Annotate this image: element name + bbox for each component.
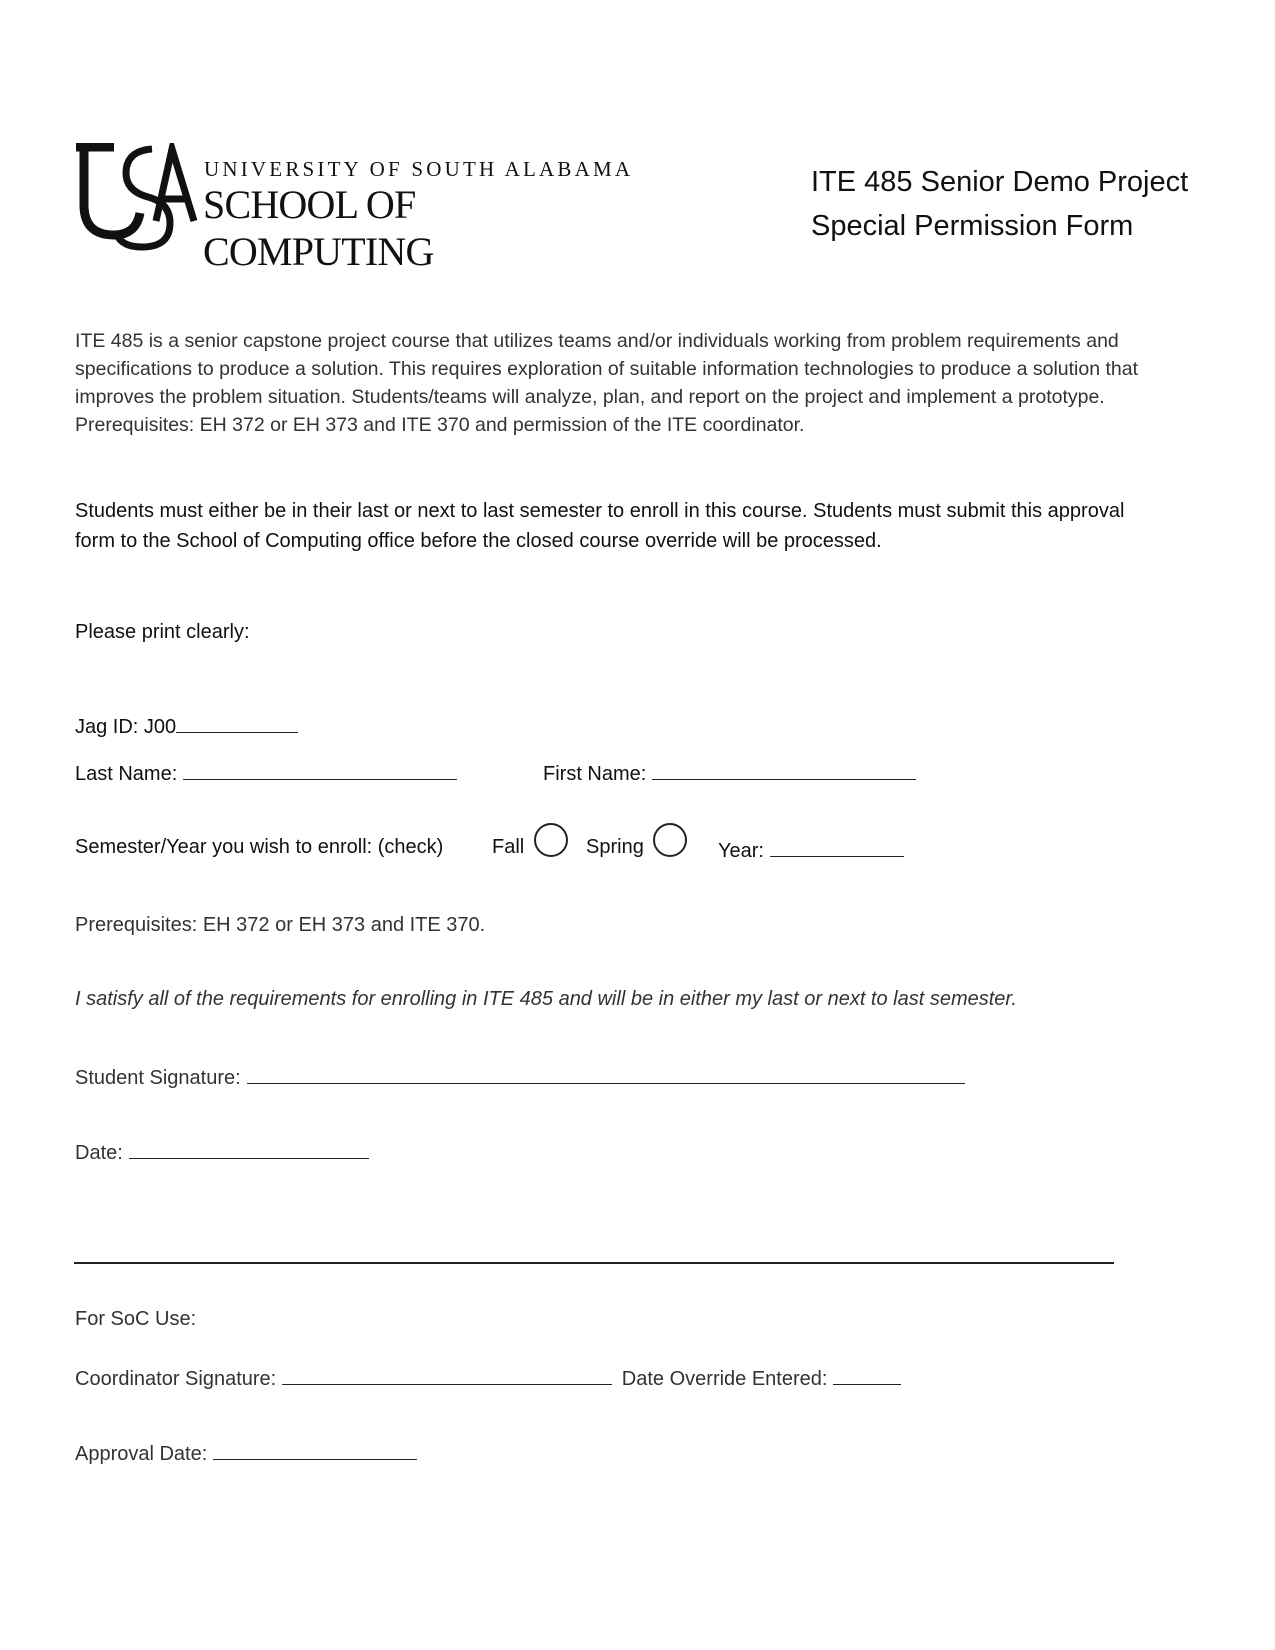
- form-title-line2: Special Permission Form: [811, 210, 1134, 242]
- eligibility-statement: I satisfy all of the requirements for enrolling in ITE 485 and will be in either my last or next to last semester.: [75, 988, 1017, 1010]
- coordinator-signature-label: Coordinator Signature:: [75, 1368, 277, 1390]
- approval-date-row: [75, 1439, 417, 1466]
- semester-label: Semester/Year you wish to enroll: (check): [75, 836, 444, 858]
- first-name-row: [543, 759, 916, 786]
- form-title: [811, 160, 1188, 248]
- office-use-heading: For SoC Use:: [75, 1308, 197, 1330]
- first-name-field[interactable]: [652, 759, 916, 780]
- last-name-label: Last Name:: [75, 763, 178, 785]
- spring-checkbox[interactable]: [653, 823, 687, 857]
- approval-date-field[interactable]: [213, 1439, 417, 1460]
- date-override-field[interactable]: [833, 1364, 901, 1385]
- last-name-row: [75, 759, 457, 786]
- year-row: [718, 836, 904, 863]
- jag-id-field[interactable]: [176, 712, 298, 733]
- year-field[interactable]: [770, 836, 904, 857]
- course-description: ITE 485 is a senior capstone project course that utilizes teams and/or individuals working from problem requirements and specifications to produce a solution. This requires exploration of suitable information technologies to produce a solution that improves the problem situation. Students/teams will analyze, plan, and report on the project and implement a prototype. Prerequisites: EH 372 or EH 373 and ITE 370 and permission of the ITE coordinator.: [75, 330, 1139, 436]
- section-divider: [74, 1262, 1114, 1264]
- prerequisites-text: Prerequisites: EH 372 or EH 373 and ITE 370.: [75, 914, 486, 936]
- date-override-label: Date Override Entered:: [621, 1368, 828, 1390]
- coordinator-signature-row: [75, 1364, 901, 1391]
- logo-university-name: UNIVERSITY OF SOUTH ALABAMA: [204, 157, 634, 181]
- jag-id-row: [75, 712, 298, 739]
- student-date-label: Date:: [75, 1142, 123, 1164]
- jag-id-label: Jag ID: J00: [75, 716, 177, 738]
- coordinator-signature-field[interactable]: [282, 1364, 612, 1385]
- fall-checkbox[interactable]: [534, 823, 568, 857]
- last-name-field[interactable]: [183, 759, 457, 780]
- usa-monogram-logo: [74, 143, 199, 253]
- usa-school-of-computing-logo: [74, 143, 634, 274]
- student-date-field[interactable]: [129, 1138, 369, 1159]
- enrollment-notice: Students must either be in their last or next to last semester to enroll in this course. Students must submit this approval form to the School of Computing office before the closed course override will be processed.: [75, 500, 1125, 552]
- print-instruction: Please print clearly:: [75, 621, 250, 643]
- logo-school-name: SCHOOL OF COMPUTING: [203, 182, 434, 274]
- student-date-row: [75, 1138, 369, 1165]
- form-title-line1: ITE 485 Senior Demo Project: [811, 166, 1189, 198]
- year-label: Year:: [718, 840, 764, 862]
- approval-date-label: Approval Date:: [75, 1443, 208, 1465]
- student-signature-label: Student Signature:: [75, 1067, 241, 1089]
- first-name-label: First Name:: [543, 763, 647, 785]
- student-signature-field[interactable]: [247, 1063, 965, 1084]
- spring-label: Spring: [586, 836, 644, 858]
- student-signature-row: [75, 1063, 965, 1090]
- fall-label: Fall: [492, 836, 525, 858]
